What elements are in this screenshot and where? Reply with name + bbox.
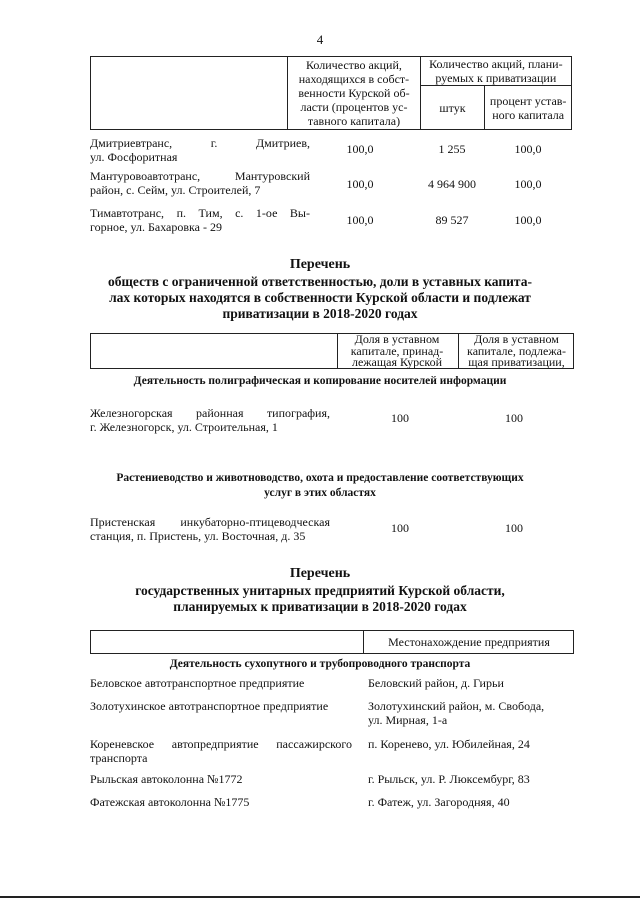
percent-header — [485, 86, 572, 130]
location-line: Золотухинский район, м. Свобода, — [368, 699, 545, 713]
subtitle-line: лах которых находятся в собственности Курской области и подлежат — [109, 290, 531, 305]
item-name-line: г. Железногорск, ул. Строительная, 1 — [90, 420, 278, 434]
table-row-name — [90, 169, 310, 197]
location-header: Местонахождение предприятия — [363, 631, 574, 653]
location-line: ул. Мирная, 1-а — [368, 713, 448, 727]
item-name-line: транспорта — [90, 751, 148, 765]
section-subtitle — [60, 583, 580, 615]
subtitle-line: государственных унитарных предприятий Курской области, — [135, 583, 505, 598]
owned-header-line: капитале, принад- — [350, 343, 444, 358]
holding-value: 100,0 — [346, 213, 374, 227]
pieces-value: 1 255 — [438, 142, 466, 156]
holding-header-line: тавного капитала) — [307, 114, 401, 128]
row-name-line: Дмитриевтранс, г. Дмитриев, — [90, 136, 310, 150]
row-name-line: Мантуровоавтотранс, Мантуровский — [90, 169, 310, 183]
planned-header — [420, 57, 571, 86]
percent-value: 100,0 — [514, 213, 542, 227]
table-row-name — [90, 206, 310, 234]
list-item-location — [368, 699, 573, 727]
planned-header-line: Количество акций, плани- — [429, 57, 563, 72]
empty-name-header — [91, 57, 288, 130]
category-heading-line: услуг в этих областях — [264, 487, 376, 499]
planned-share-header — [458, 334, 574, 368]
section-title: Перечень — [289, 566, 351, 581]
list-item-location: Беловский район, д. Гирьи — [368, 676, 504, 690]
shares-llc-table-header — [90, 333, 574, 369]
owned-header-line: Доля в уставном — [354, 334, 440, 346]
owned-value: 100 — [391, 521, 409, 535]
list-item-name — [90, 515, 330, 543]
planned-value: 100 — [505, 521, 523, 535]
holding-value: 100,0 — [346, 177, 374, 191]
item-name-line: Кореневское автопредприятие пассажирского — [90, 737, 352, 751]
holding-header-line: ласти (процентов ус- — [300, 100, 408, 114]
list-item-location: г. Рыльск, ул. Р. Люксембург, 83 — [368, 772, 530, 786]
list-item-name — [90, 406, 330, 434]
pieces-value: 4 964 900 — [428, 177, 476, 191]
row-name-line: ул. Фосфоритная — [90, 150, 178, 164]
planned-header-line: руемых к приватизации — [435, 71, 557, 86]
subtitle-line: планируемых к приватизации в 2018-2020 годах — [173, 599, 467, 614]
row-name-line: район, с. Сейм, ул. Строителей, 7 — [90, 183, 261, 197]
list-item-location: п. Коренево, ул. Юбилейная, 24 — [368, 737, 530, 751]
percent-value: 100,0 — [514, 177, 542, 191]
percent-header-line: ного капитала — [492, 107, 565, 122]
planned-value: 100 — [505, 411, 523, 425]
list-item-name — [90, 737, 352, 765]
row-name-line: Тимавтотранс, п. Тим, с. 1-ое Вы- — [90, 206, 310, 220]
subtitle-line: приватизации в 2018-2020 годах — [222, 306, 418, 321]
page-bottom-rule — [0, 896, 640, 898]
owned-header-line: лежащая Курской — [351, 355, 443, 368]
table-row-name — [90, 136, 310, 164]
list-item-name: Золотухинское автотранспортное предприятие — [90, 699, 329, 713]
category-heading: Деятельность сухопутного и трубопроводного транспорта — [169, 658, 471, 670]
list-item-location: г. Фатеж, ул. Загородняя, 40 — [368, 795, 510, 809]
holding-header — [288, 57, 420, 130]
section-subtitle — [60, 274, 580, 322]
percent-header-line: процент устав- — [489, 93, 567, 108]
list-item-name: Беловское автотранспортное предприятие — [90, 676, 305, 690]
item-name-line: Пристенская инкубаторно-птицеводческая — [90, 515, 330, 529]
subtitle-line: обществ с ограниченной ответственностью, доли в уставных капита- — [108, 274, 532, 289]
category-heading — [60, 471, 580, 501]
row-name-line: горное, ул. Бахаровка - 29 — [90, 220, 222, 234]
pieces-header: штук — [420, 86, 485, 130]
owned-share-header — [337, 334, 456, 368]
planned-share-header-line: Доля в уставном — [474, 334, 559, 346]
item-name-line: Железногорская районная типография, — [90, 406, 330, 420]
planned-share-header-line: щая приватизации, — [468, 355, 565, 368]
shares-table-header — [90, 56, 572, 130]
holding-header-line: находящихся в собст- — [298, 72, 410, 86]
holding-header-line: Количество акций, — [306, 58, 402, 72]
list-item-name: Рыльская автоколонна №1772 — [90, 772, 243, 786]
holding-value: 100,0 — [346, 142, 374, 156]
percent-value: 100,0 — [514, 142, 542, 156]
item-name-line: станция, п. Пристень, ул. Восточная, д. 35 — [90, 529, 306, 543]
owned-value: 100 — [391, 411, 409, 425]
page-number: 4 — [316, 32, 324, 47]
category-heading: Деятельность полиграфическая и копирование носителей информации — [133, 375, 507, 387]
pieces-value: 89 527 — [435, 213, 469, 227]
section-title: Перечень — [289, 257, 351, 272]
holding-header-line: венности Курской об- — [298, 86, 410, 100]
category-heading-line: Растениеводство и животноводство, охота и предоставление соответствующих — [116, 472, 524, 484]
list-item-name: Фатежская автоколонна №1775 — [90, 795, 250, 809]
enterprises-table-header — [90, 630, 574, 654]
planned-share-header-line: капитале, подлежа- — [467, 343, 566, 358]
